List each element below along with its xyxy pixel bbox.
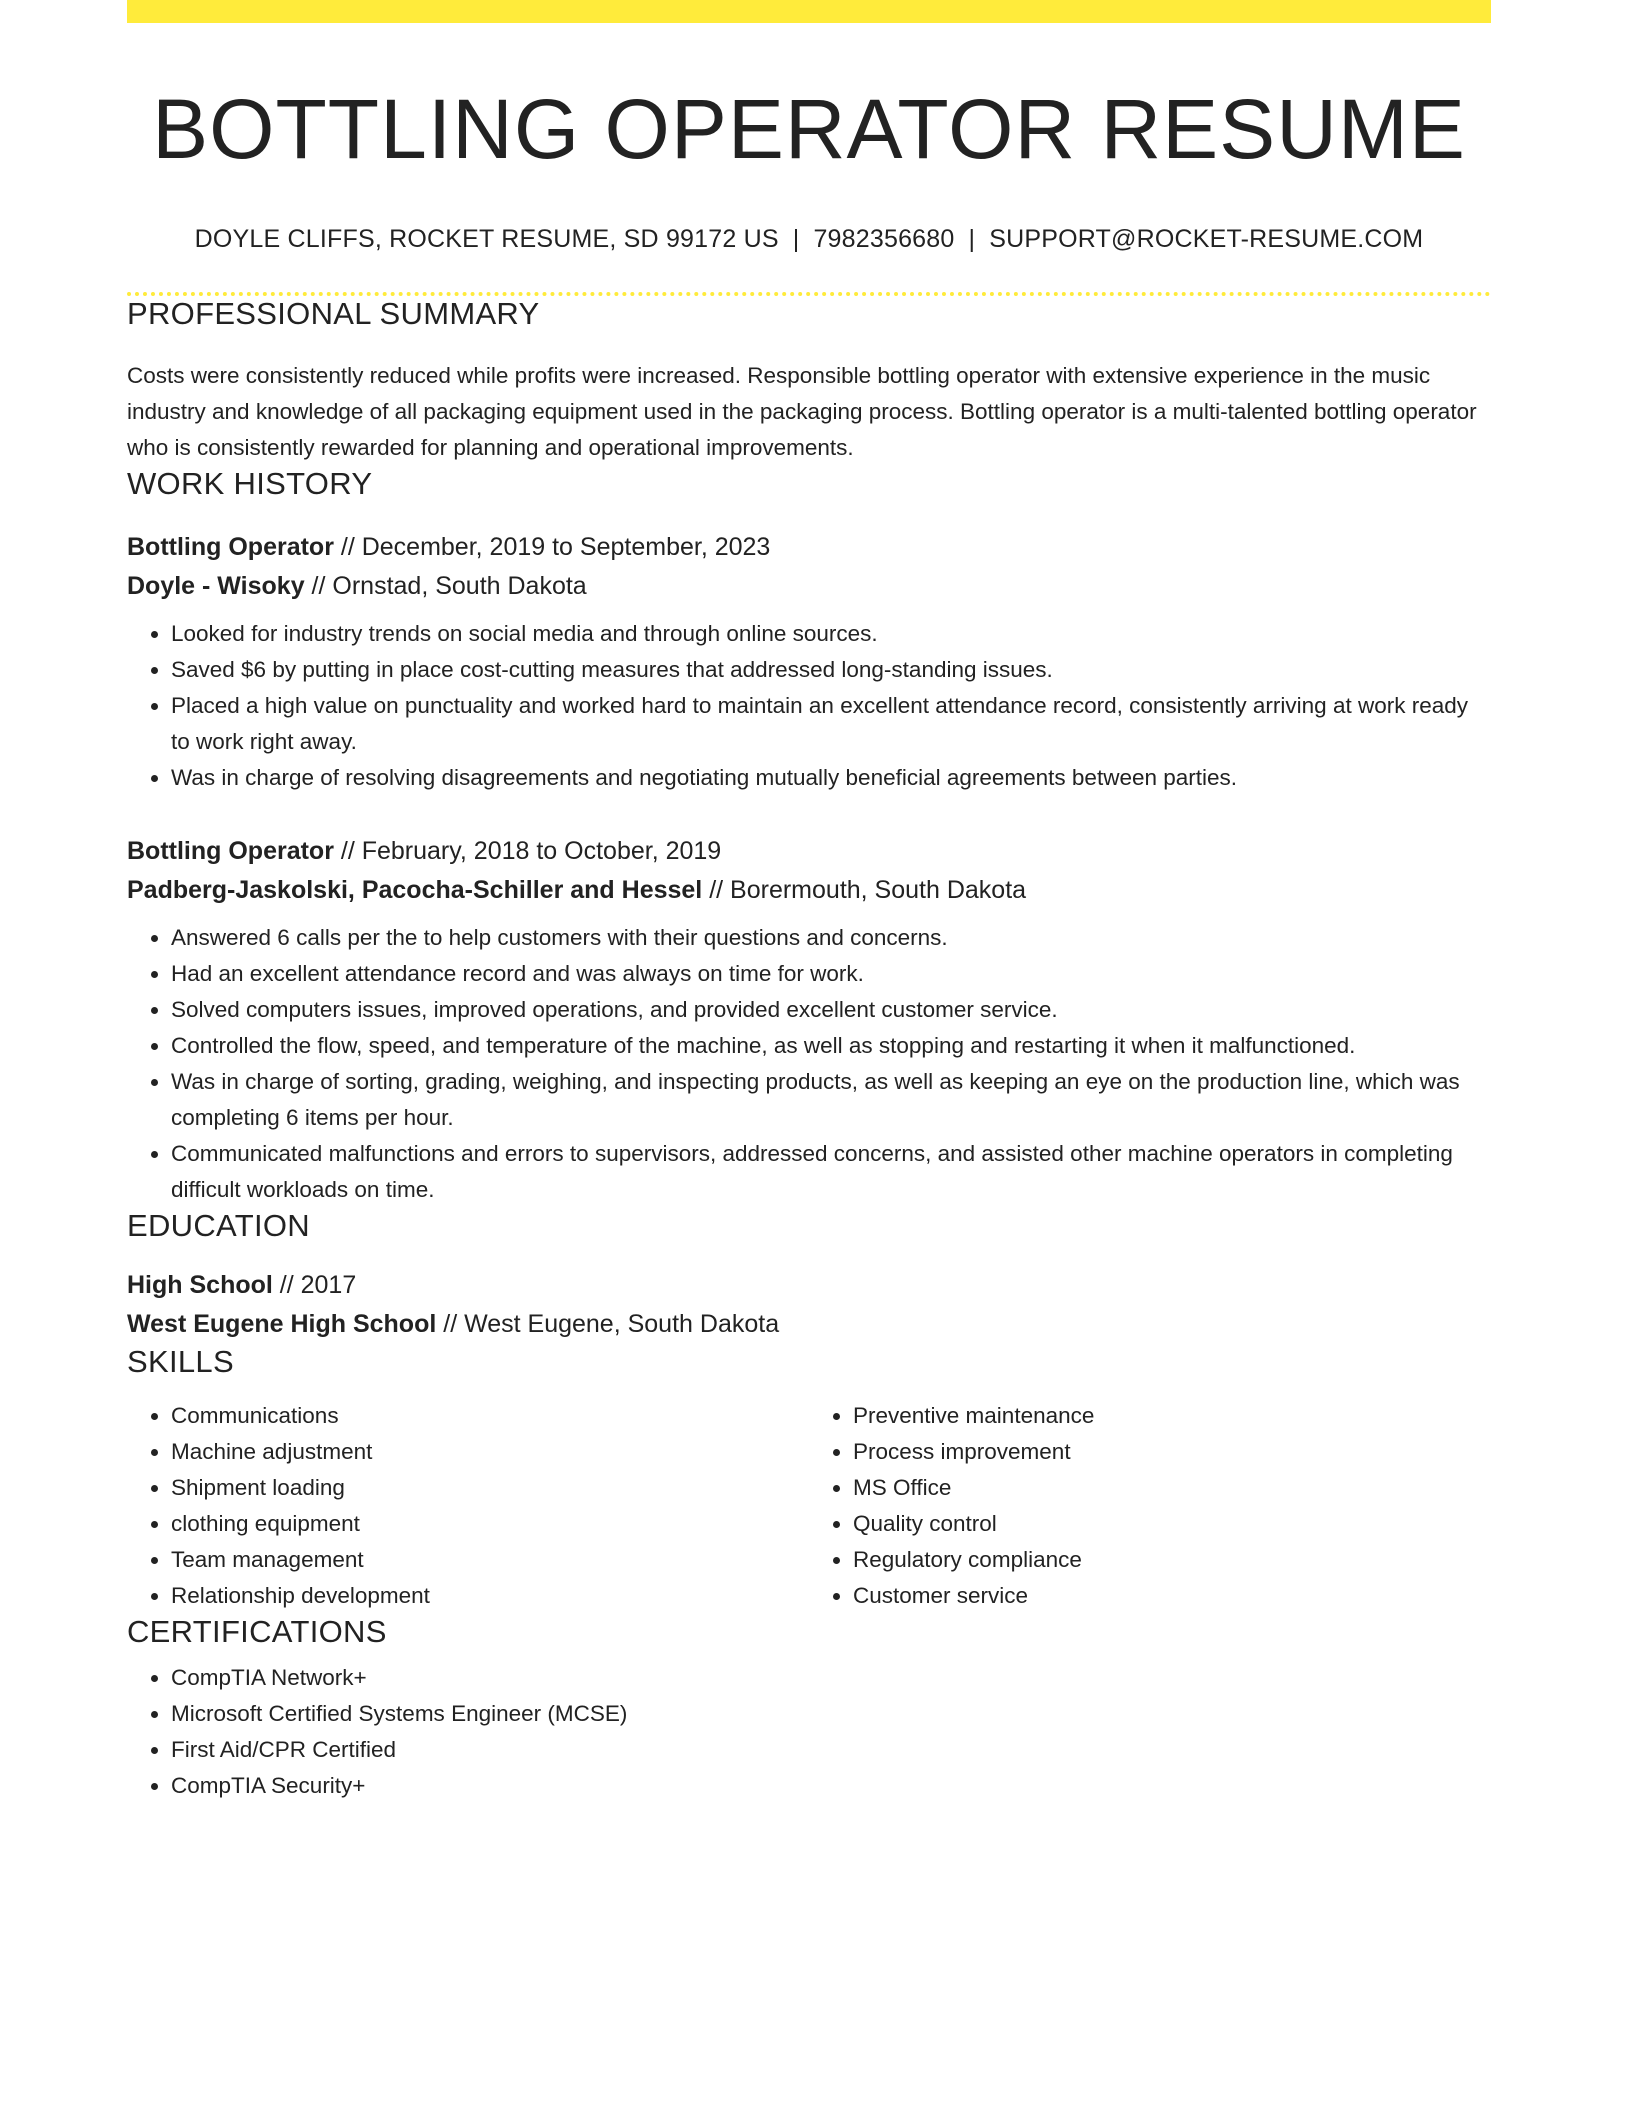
contact-separator: |	[968, 225, 976, 254]
skill-item: • Shipment loading	[171, 1470, 809, 1506]
contact-email: SUPPORT@ROCKET-RESUME.COM	[989, 225, 1424, 254]
skills-list-right	[809, 1398, 1491, 1614]
education-year: // 2017	[272, 1271, 357, 1300]
job-company: Doyle - Wisoky	[127, 572, 305, 601]
skill-item: • Process improvement	[853, 1434, 1491, 1470]
list-item: • Looked for industry trends on social media and through online sources.	[171, 616, 1491, 652]
skill-item: • Relationship development	[171, 1578, 809, 1614]
resume-title: BOTTLING OPERATOR RESUME	[152, 82, 1466, 176]
skill-item: • Team management	[171, 1542, 809, 1578]
job-entry	[127, 832, 1491, 1208]
education-degree: High School	[127, 1271, 273, 1300]
summary-text: Costs were consistently reduced while profits were increased. Responsible bottling operator with extensive experience in the music industry and knowledge of all packaging equipment used in the packaging process. Bottling operator is a multi-talented bottling operator who is consistently rewarded for planning and operational improvements.	[127, 363, 1477, 461]
job-title-line	[127, 832, 1491, 871]
skill-item: • Machine adjustment	[171, 1434, 809, 1470]
contact-phone: 7982356680	[813, 225, 955, 254]
job-dates: // February, 2018 to October, 2019	[333, 837, 722, 866]
job-title: Bottling Operator	[127, 533, 334, 562]
education-school-line	[127, 1305, 1491, 1344]
education-school: West Eugene High School	[127, 1310, 437, 1339]
education-location: // West Eugene, South Dakota	[436, 1310, 780, 1339]
work-history-heading: WORK HISTORY	[127, 466, 373, 502]
list-item: • Had an excellent attendance record and was always on time for work.	[171, 956, 1491, 992]
list-item: • Was in charge of resolving disagreements and negotiating mutually beneficial agreements between parties.	[171, 760, 1491, 796]
contact-line	[127, 225, 1491, 254]
skills-heading: SKILLS	[127, 1344, 234, 1380]
certifications-list	[127, 1660, 1491, 1804]
list-item: • Controlled the flow, speed, and temperature of the machine, as well as stopping and restarting it when it malfunctioned.	[171, 1028, 1491, 1064]
job-title-line	[127, 528, 1491, 567]
skill-item: • Communications	[171, 1398, 809, 1434]
skill-item: • MS Office	[853, 1470, 1491, 1506]
job-company-line	[127, 871, 1491, 910]
education-heading: EDUCATION	[127, 1208, 310, 1244]
certification-item: • CompTIA Network+	[171, 1660, 1491, 1696]
certification-item: • Microsoft Certified Systems Engineer (MCSE)	[171, 1696, 1491, 1732]
list-item: • Placed a high value on punctuality and worked hard to maintain an excellent attendance record, consistently arriving at work ready to work right away.	[171, 688, 1491, 760]
summary-heading: PROFESSIONAL SUMMARY	[127, 296, 540, 332]
list-item: • Answered 6 calls per the to help customers with their questions and concerns.	[171, 920, 1491, 956]
job-company: Padberg-Jaskolski, Pacocha-Schiller and Hessel	[127, 876, 703, 905]
list-item: • Was in charge of sorting, grading, weighing, and inspecting products, as well as keeping an eye on the production line, which was completing 6 items per hour.	[171, 1064, 1491, 1136]
job-bullets	[127, 920, 1491, 1208]
job-company-line	[127, 567, 1491, 606]
list-item: • Saved $6 by putting in place cost-cutting measures that addressed long-standing issues.	[171, 652, 1491, 688]
top-accent-bar	[127, 0, 1491, 23]
skill-item: • Quality control	[853, 1506, 1491, 1542]
education-degree-line	[127, 1266, 1491, 1305]
contact-separator: |	[792, 225, 800, 254]
job-bullets	[127, 616, 1491, 796]
job-location: // Borermouth, South Dakota	[702, 876, 1027, 905]
certification-item: • CompTIA Security+	[171, 1768, 1491, 1804]
job-entry	[127, 528, 1491, 796]
skill-item: • Regulatory compliance	[853, 1542, 1491, 1578]
contact-address: DOYLE CLIFFS, ROCKET RESUME, SD 99172 US	[194, 225, 779, 254]
certifications-heading: CERTIFICATIONS	[127, 1614, 387, 1650]
skill-item: • clothing equipment	[171, 1506, 809, 1542]
job-dates: // December, 2019 to September, 2023	[333, 533, 771, 562]
list-item: • Communicated malfunctions and errors to supervisors, addressed concerns, and assisted other machine operators in completing difficult workloads on time.	[171, 1136, 1491, 1208]
list-item: • Solved computers issues, improved operations, and provided excellent customer service.	[171, 992, 1491, 1028]
job-location: // Ornstad, South Dakota	[304, 572, 587, 601]
job-title: Bottling Operator	[127, 837, 334, 866]
resume-page	[127, 0, 1491, 1804]
skill-item: • Customer service	[853, 1578, 1491, 1614]
skills-grid	[127, 1398, 1491, 1614]
skills-list-left	[127, 1398, 809, 1614]
skill-item: • Preventive maintenance	[853, 1398, 1491, 1434]
education-entry	[127, 1266, 1491, 1344]
certification-item: • First Aid/CPR Certified	[171, 1732, 1491, 1768]
